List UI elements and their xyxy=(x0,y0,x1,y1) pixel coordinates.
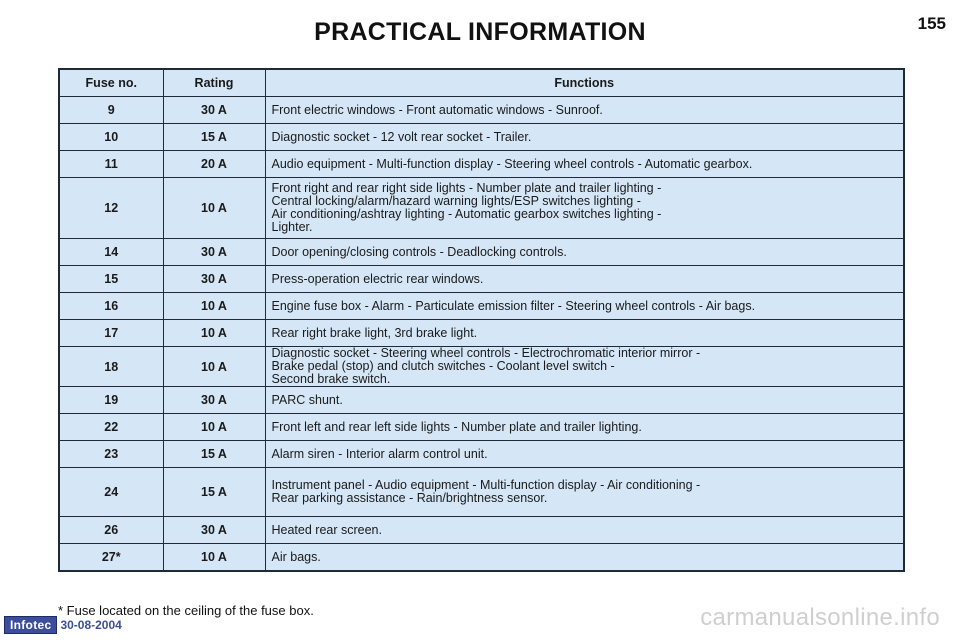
rating-cell: 10 A xyxy=(163,320,265,347)
fuse-number-cell: 14 xyxy=(59,239,163,266)
functions-cell: Alarm siren - Interior alarm control unit. xyxy=(265,441,904,468)
rating-cell: 30 A xyxy=(163,266,265,293)
functions-cell: Rear right brake light, 3rd brake light. xyxy=(265,320,904,347)
watermark: carmanualsonline.info xyxy=(700,604,940,631)
table-row xyxy=(59,178,904,239)
rating-cell: 30 A xyxy=(163,239,265,266)
footer xyxy=(4,616,122,634)
rating-cell: 15 A xyxy=(163,124,265,151)
fuse-number-cell: 22 xyxy=(59,414,163,441)
rating-cell: 10 A xyxy=(163,414,265,441)
functions-cell: Audio equipment - Multi-function display - Steering wheel controls - Automatic gearbox. xyxy=(265,151,904,178)
table-row xyxy=(59,544,904,572)
rating-cell: 20 A xyxy=(163,151,265,178)
fuse-number-cell: 17 xyxy=(59,320,163,347)
functions-cell: Diagnostic socket - 12 volt rear socket - Trailer. xyxy=(265,124,904,151)
header-fuse-no: Fuse no. xyxy=(59,69,163,97)
print-date: 30-08-2004 xyxy=(60,618,122,632)
functions-cell: Air bags. xyxy=(265,544,904,572)
footnote: * Fuse located on the ceiling of the fuse box. xyxy=(58,603,314,618)
fuse-number-cell: 19 xyxy=(59,387,163,414)
functions-cell: Engine fuse box - Alarm - Particulate emission filter - Steering wheel controls - Air bags. xyxy=(265,293,904,320)
table-row xyxy=(59,414,904,441)
rating-cell: 15 A xyxy=(163,441,265,468)
functions-cell: Instrument panel - Audio equipment - Multi-function display - Air conditioning - Rear parking assistance - Rain/brightness sensor. xyxy=(265,468,904,517)
rating-cell: 10 A xyxy=(163,347,265,387)
rating-cell: 10 A xyxy=(163,544,265,572)
table-row xyxy=(59,266,904,293)
table-row xyxy=(59,239,904,266)
table-row xyxy=(59,441,904,468)
header-functions: Functions xyxy=(265,69,904,97)
page-title: PRACTICAL INFORMATION xyxy=(314,18,646,46)
fuse-number-cell: 11 xyxy=(59,151,163,178)
functions-cell: Front left and rear left side lights - Number plate and trailer lighting. xyxy=(265,414,904,441)
fuse-number-cell: 18 xyxy=(59,347,163,387)
fuse-number-cell: 26 xyxy=(59,517,163,544)
table-row xyxy=(59,151,904,178)
functions-cell: Press-operation electric rear windows. xyxy=(265,266,904,293)
table-row xyxy=(59,517,904,544)
fuse-number-cell: 15 xyxy=(59,266,163,293)
fuse-number-cell: 27* xyxy=(59,544,163,572)
functions-cell: PARC shunt. xyxy=(265,387,904,414)
rating-cell: 15 A xyxy=(163,468,265,517)
fuse-number-cell: 10 xyxy=(59,124,163,151)
table-row xyxy=(59,124,904,151)
fuse-number-cell: 9 xyxy=(59,97,163,124)
header-rating: Rating xyxy=(163,69,265,97)
table-header-row xyxy=(59,69,904,97)
rating-cell: 10 A xyxy=(163,178,265,239)
table-row xyxy=(59,468,904,517)
fuse-number-cell: 16 xyxy=(59,293,163,320)
functions-cell: Door opening/closing controls - Deadlocking controls. xyxy=(265,239,904,266)
table-row xyxy=(59,320,904,347)
functions-cell: Front right and rear right side lights - Number plate and trailer lighting - Central locking/alarm/hazard warning lights/ESP switches lighting - Air conditioning/ashtray lighting - Automatic gearbox switches lighting - Lighter. xyxy=(265,178,904,239)
page-number: 155 xyxy=(917,14,946,33)
table-row xyxy=(59,387,904,414)
rating-cell: 30 A xyxy=(163,387,265,414)
fuse-number-cell: 24 xyxy=(59,468,163,517)
infotec-logo: Infotec xyxy=(4,616,57,634)
table-row xyxy=(59,293,904,320)
table-row xyxy=(59,97,904,124)
fuse-number-cell: 12 xyxy=(59,178,163,239)
rating-cell: 10 A xyxy=(163,293,265,320)
functions-cell: Front electric windows - Front automatic windows - Sunroof. xyxy=(265,97,904,124)
table-body xyxy=(59,97,904,572)
fuse-table xyxy=(58,68,905,572)
functions-cell: Diagnostic socket - Steering wheel controls - Electrochromatic interior mirror - Brake pedal (stop) and clutch switches - Coolant level switch - Second brake switch. xyxy=(265,347,904,387)
table-row xyxy=(59,347,904,387)
rating-cell: 30 A xyxy=(163,517,265,544)
functions-cell: Heated rear screen. xyxy=(265,517,904,544)
fuse-number-cell: 23 xyxy=(59,441,163,468)
rating-cell: 30 A xyxy=(163,97,265,124)
